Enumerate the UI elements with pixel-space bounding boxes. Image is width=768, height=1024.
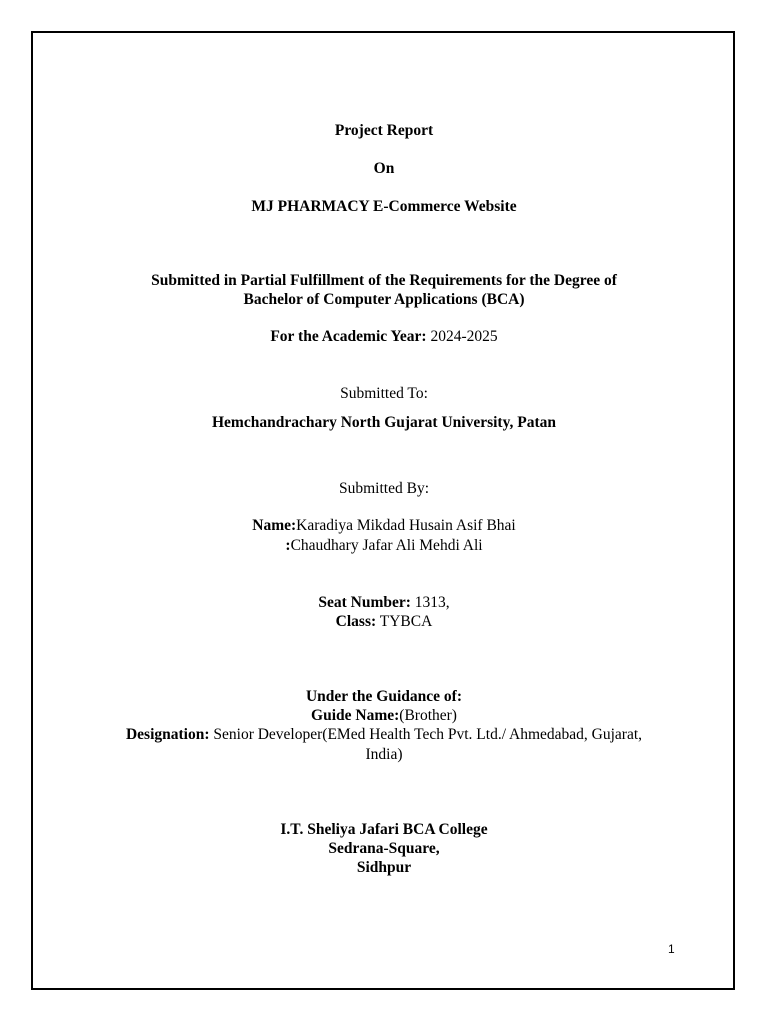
submitted-to-label: Submitted To: [340,385,428,402]
submitted-by-label: Submitted By: [339,480,429,497]
academic-year-label: For the Academic Year: [270,328,427,345]
seat-number [0,593,768,613]
name-label: Name: [252,517,297,534]
student-name-2 [0,536,768,556]
designation-label: Designation: [125,726,210,743]
seat-number-label: Seat Number: [318,594,411,611]
seat-number-value: 1313, [414,594,450,611]
submission-statement-line1: Submitted in Partial Fulfillment of the Requirements for the Degree of [151,272,617,289]
report-title-on: On [373,160,395,177]
guidance-heading: Under the Guidance of: [305,688,462,705]
student-name-1 [0,516,768,536]
class-value: TYBCA [379,613,433,630]
class-label: Class: [335,613,377,630]
name-2-prefix: : [285,537,291,554]
student-name-1-value: Karadiya Mikdad Husain Asif Bhai [296,517,516,534]
college-name: I.T. Sheliya Jafari BCA College [280,821,488,838]
college-address: Sedrana-Square, [328,840,440,857]
student-name-2-value: Chaudhary Jafar Ali Mehdi Ali [290,537,483,554]
submission-statement-line2: Bachelor of Computer Applications (BCA) [243,291,525,308]
designation-continuation: India) [365,746,403,763]
page-number: 1 [668,942,675,956]
guide-name-label: Guide Name: [311,707,400,724]
college-city: Sidhpur [356,859,412,876]
class-info [0,612,768,632]
academic-year [0,327,768,347]
report-title: Project Report [334,122,434,139]
guide-name-value: (Brother) [399,707,457,724]
university-name: Hemchandrachary North Gujarat University, Patan [212,414,556,431]
project-name: MJ PHARMACY E-Commerce Website [251,198,517,215]
designation-value: Senior Developer(EMed Health Tech Pvt. Ltd./ Ahmedabad, Gujarat, [213,726,643,743]
designation [0,725,768,745]
guide-name [0,706,768,726]
academic-year-value: 2024-2025 [430,328,498,345]
